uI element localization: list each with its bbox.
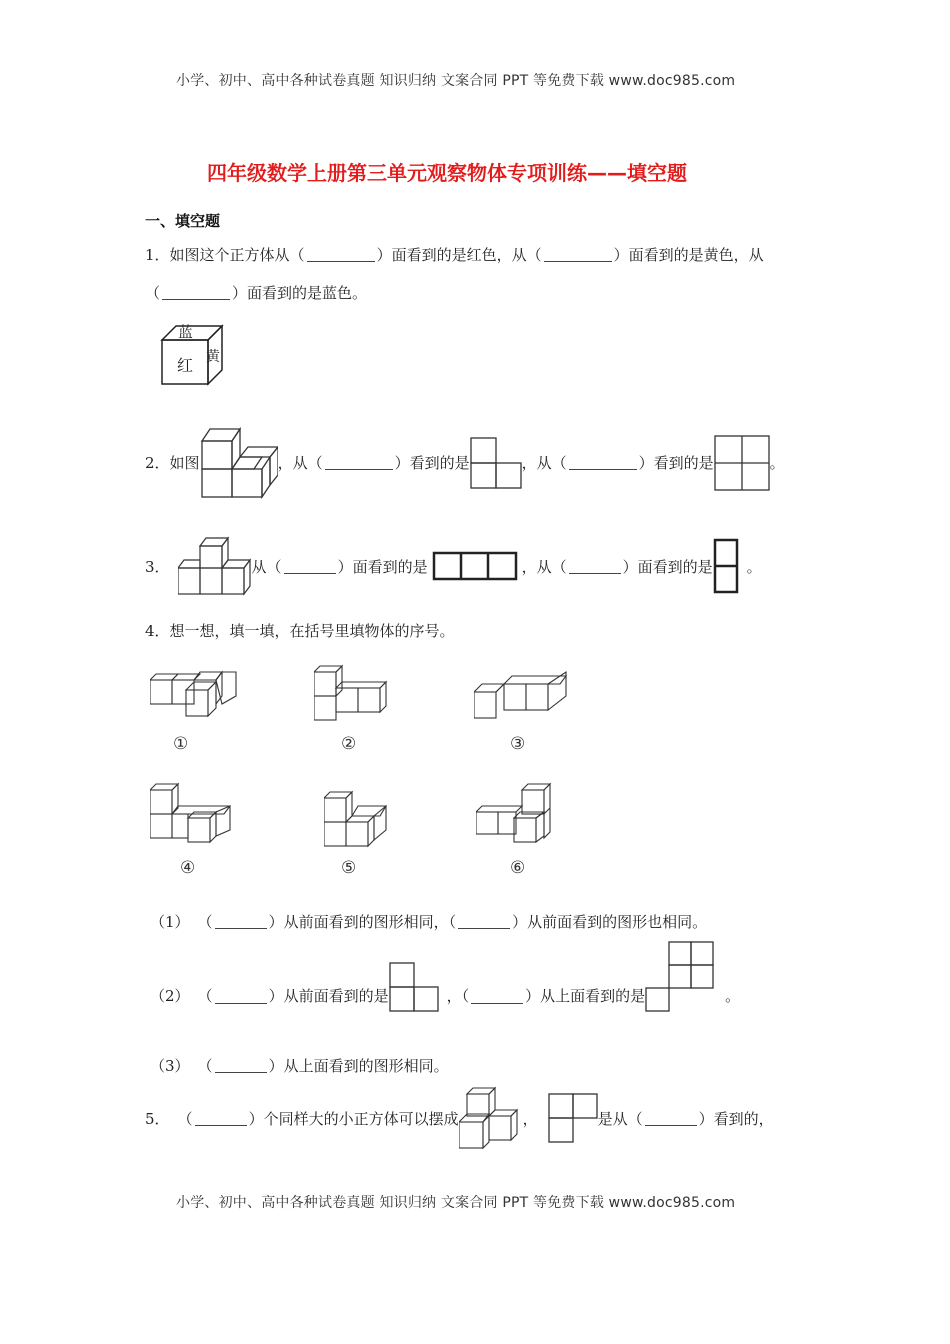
- question-text: 想一想，填一填，在括号里填物体的序号。: [169, 622, 455, 640]
- question-number: 1．: [145, 246, 170, 264]
- view-shape: [548, 1093, 598, 1143]
- question-3: [145, 535, 762, 597]
- cube-label-side: 黄: [206, 349, 220, 365]
- question-text: ）个同样大的小正方体可以摆成: [248, 1109, 459, 1128]
- page-title: 四年级数学上册第三单元观察物体专项训练——填空题: [207, 161, 687, 185]
- figure-label-6: ⑥: [510, 858, 526, 878]
- question-text: ，: [522, 1109, 538, 1128]
- question-text: ）从前面看到的是: [268, 987, 389, 1005]
- question-number: 3．: [145, 557, 170, 576]
- answer-blank[interactable]: [307, 247, 375, 262]
- front-view-l-shape: [389, 962, 439, 1012]
- answer-blank[interactable]: [645, 1111, 697, 1126]
- answer-blank[interactable]: [195, 1111, 247, 1126]
- front-view-l-shape: [470, 437, 522, 489]
- question-text: 。: [746, 557, 762, 576]
- question-number: 4．: [145, 622, 170, 640]
- question-text: ）看到的，: [698, 1109, 774, 1128]
- figure-2: [314, 664, 404, 722]
- question-text: ）从前面看到的图形也相同。: [512, 913, 708, 931]
- question-text: 是从（: [597, 1109, 643, 1128]
- cube-label-front: 红: [177, 356, 194, 375]
- three-squares-row-view: [432, 551, 518, 581]
- figure-label-2: ②: [341, 734, 357, 754]
- figure-6: [476, 782, 556, 846]
- colored-cube-figure: [160, 320, 224, 386]
- question-4-part-3: [150, 1055, 449, 1076]
- question-text: ）从上面看到的是: [525, 987, 646, 1005]
- cube-arrangement-figure: [459, 1086, 523, 1150]
- question-text: （: [177, 1109, 193, 1128]
- question-text: ）面看到的是黄色，从: [613, 246, 764, 264]
- page-footer: 小学、初中、高中各种试卷真题 知识归纳 文案合同 PPT 等免费下载 www.doc985.com: [176, 1195, 736, 1211]
- t-shaped-cube-stack-figure: [178, 536, 252, 596]
- question-2: [145, 425, 785, 500]
- answer-blank[interactable]: [458, 914, 510, 929]
- question-4-part-2: [150, 940, 740, 1012]
- question-4: [145, 620, 455, 641]
- question-number: 5．: [145, 1109, 170, 1128]
- figure-3: [474, 670, 570, 722]
- section-heading: 一、填空题: [145, 212, 221, 230]
- figure-label-3: ③: [510, 734, 526, 754]
- l-shaped-cube-stack-figure: [200, 427, 278, 499]
- figure-5: [324, 790, 390, 848]
- answer-blank[interactable]: [215, 989, 267, 1004]
- question-text: 。: [725, 987, 741, 1005]
- question-text: ，从（: [521, 454, 567, 472]
- part-number: （1）: [150, 913, 190, 931]
- question-text: ）看到的是: [394, 454, 470, 472]
- question-text: ，从（: [521, 557, 567, 576]
- figure-label-1: ①: [173, 734, 189, 754]
- question-text: ）从上面看到的图形相同。: [268, 1057, 449, 1075]
- question-text: （: [197, 1057, 213, 1075]
- two-squares-column-view: [713, 538, 739, 594]
- question-text: （: [197, 913, 213, 931]
- question-1-line-2: [145, 282, 367, 303]
- answer-blank[interactable]: [162, 285, 230, 300]
- question-4-part-1: [150, 911, 707, 932]
- question-text: ）面看到的是: [622, 557, 713, 576]
- answer-blank[interactable]: [569, 559, 621, 574]
- question-text: ）面看到的是: [337, 557, 428, 576]
- question-text: ，（: [446, 987, 470, 1005]
- answer-blank[interactable]: [325, 455, 393, 470]
- page-header: 小学、初中、高中各种试卷真题 知识归纳 文案合同 PPT 等免费下载 www.doc985.com: [176, 73, 736, 89]
- figure-label-4: ④: [180, 858, 196, 878]
- question-1-line-1: [145, 244, 764, 265]
- question-text: ，从（: [277, 454, 323, 472]
- top-view-stair-shape: [645, 940, 715, 1012]
- part-number: （3）: [150, 1057, 190, 1075]
- cube-label-top: 蓝: [178, 323, 194, 341]
- question-text: 如图这个正方体从（: [169, 246, 305, 264]
- question-text: ）面看到的是蓝色。: [232, 284, 368, 302]
- answer-blank[interactable]: [544, 247, 612, 262]
- figure-4: [150, 782, 232, 846]
- figure-1: [150, 670, 240, 722]
- square-2x2-view: [714, 435, 770, 491]
- figure-label-5: ⑤: [341, 858, 357, 878]
- answer-blank[interactable]: [215, 914, 267, 929]
- question-text: 。: [769, 454, 785, 472]
- part-number: （2）: [150, 987, 190, 1005]
- question-text: （: [197, 987, 213, 1005]
- answer-blank[interactable]: [569, 455, 637, 470]
- question-text: ）面看到的是红色，从（: [376, 246, 542, 264]
- question-text: 从（: [251, 557, 282, 576]
- question-number: 2．: [145, 454, 170, 472]
- answer-blank[interactable]: [471, 989, 523, 1004]
- question-text: 如图: [169, 454, 200, 472]
- question-5: [145, 1084, 774, 1152]
- answer-blank[interactable]: [215, 1058, 267, 1073]
- answer-blank[interactable]: [284, 559, 336, 574]
- question-text: ）看到的是: [638, 454, 714, 472]
- question-text: （: [145, 284, 161, 302]
- question-text: ）从前面看到的图形相同，（: [268, 913, 457, 931]
